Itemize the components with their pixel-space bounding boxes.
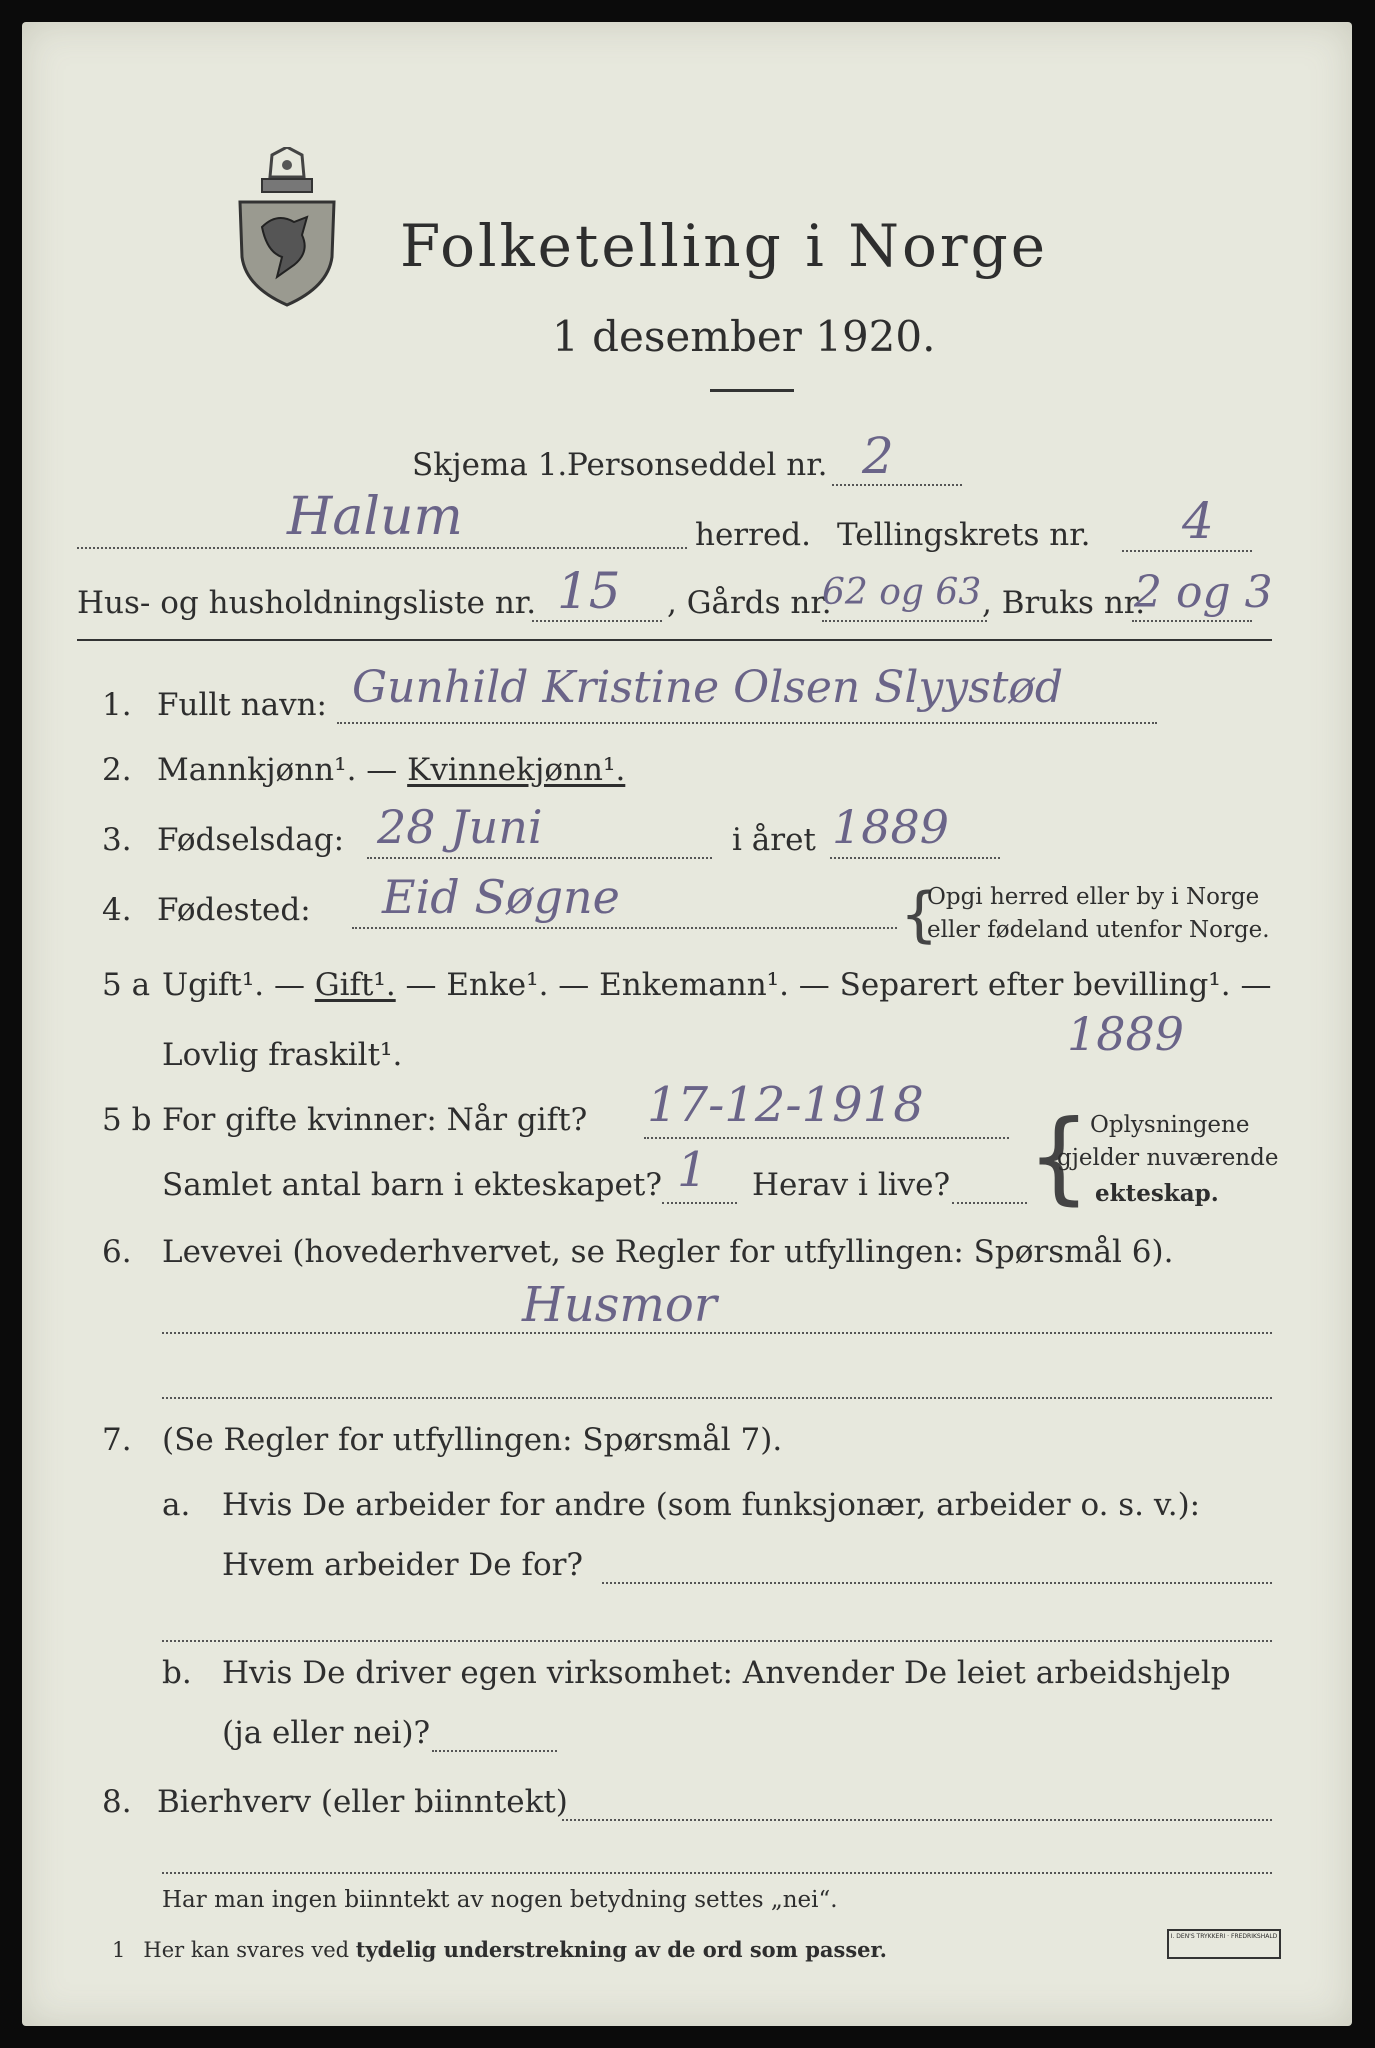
q5b-children-line [662,1202,737,1204]
q4-brace: { [900,880,939,950]
footnote-text: Her kan svares ved [143,1938,356,1962]
bruks-value[interactable]: 2 og 3 [1134,567,1273,618]
personseddel-value[interactable]: 2 [862,427,894,485]
other-status-options[interactable]: — Enke¹. — Enkemann¹. — Separert efter bevilling¹. — [395,967,1272,1003]
q8-line-2 [162,1872,1272,1874]
footnote-mark: 1 [112,1938,126,1962]
q1-line [337,722,1157,724]
q5b-label-married: For gifte kvinner: Når gift? [162,1102,588,1138]
q5a-options [162,967,1271,1003]
header-rule [77,639,1272,641]
tellingskrets-line [1122,550,1252,552]
q7b-text: Hvis De driver egen virksomhet: Anvender De leiet arbeidshjelp [222,1655,1231,1691]
q7a-letter: a. [162,1487,191,1523]
herred-value[interactable]: Halum [287,487,463,547]
q5b-married-line [644,1137,1009,1139]
footnote [112,1937,887,1962]
occupation-value[interactable]: Husmor [522,1277,717,1333]
q5b-label-children: Samlet antal barn i ekteskapet? [162,1167,662,1203]
hus-line [532,620,662,622]
q5a-number: 5 a [102,967,151,1003]
q3-label: Fødselsdag: [157,822,345,858]
gards-label: , Gårds nr. [667,585,832,621]
herred-label: herred. [695,517,811,553]
q3-year-label: i året [732,822,816,858]
gards-line [822,620,987,622]
q6-line-2 [162,1397,1272,1399]
q7-number: 7. [102,1422,132,1458]
q2-number: 2. [102,752,132,788]
q1-number: 1. [102,687,132,723]
personseddel-label: Personseddel nr. [567,447,828,483]
bruks-label: , Bruks nr. [982,585,1146,621]
q7b-line [432,1750,557,1752]
q2-options [157,752,625,788]
male-option[interactable]: Mannkjønn¹. [157,752,357,788]
unmarried-option[interactable]: Ugift¹. — [162,967,315,1003]
q3-line [367,857,712,859]
q3-number: 3. [102,822,132,858]
q5b-note-2: gjelder nuværende [1057,1145,1279,1171]
q7a-question: Hvem arbeider De for? [222,1547,584,1583]
footnote-emphasis: tydelig understrekning av de ord som passer. [355,1937,887,1962]
birthdate-value[interactable]: 28 Juni [377,800,543,854]
q3-year-line [830,857,1000,859]
divorced-option[interactable]: Lovlig fraskilt¹. [162,1037,403,1073]
q7b-question: (ja eller nei)? [222,1715,431,1751]
q7-label: (Se Regler for utfyllingen: Spørsmål 7). [162,1422,783,1458]
coat-of-arms-icon [232,147,342,307]
census-form [22,22,1352,2026]
q5a-annotation: 1889 [1067,1007,1185,1061]
birth-year-value[interactable]: 1889 [832,800,950,854]
full-name-value[interactable]: Gunhild Kristine Olsen Slyystød [352,662,1064,713]
q4-label: Fødested: [157,892,311,928]
title-divider [710,389,794,392]
q5b-note-1: Oplysningene [1090,1112,1250,1138]
married-option[interactable]: Gift¹. [314,967,396,1003]
q6-line-1 [162,1332,1272,1334]
q7a-line-1 [602,1582,1272,1584]
q7a-text: Hvis De arbeider for andre (som funksjonær, arbeider o. s. v.): [222,1487,1201,1523]
tellingskrets-label: Tellingskrets nr. [837,517,1091,553]
bruks-line [1132,620,1252,622]
q4-line [352,927,897,929]
female-option[interactable]: Kvinnekjønn¹. [407,752,626,788]
q5b-label-alive: Herav i live? [752,1167,951,1203]
q6-number: 6. [102,1234,132,1270]
printer-stamp: I. DEN'S TRYKKERI · FREDRIKSHALD [1167,1929,1281,1959]
form-title: Folketelling i Norge [400,212,1049,280]
q5b-number: 5 b [102,1102,152,1138]
gards-value[interactable]: 62 og 63 [822,572,982,613]
q5b-note-3: ekteskap. [1095,1180,1219,1207]
q7b-letter: b. [162,1655,192,1691]
marriage-date-value[interactable]: 17-12-1918 [647,1077,924,1133]
hus-value[interactable]: 15 [557,562,621,620]
q4-note-2: eller fødeland utenfor Norge. [927,917,1270,943]
q1-label: Fullt navn: [157,687,327,723]
q4-note-1: Opgi herred eller by i Norge [927,884,1260,910]
q8-label: Bierhverv (eller biinntekt) [157,1784,568,1820]
no-income-note: Har man ingen biinntekt av nogen betydning settes „nei“. [162,1887,838,1913]
q7a-line-2 [162,1640,1272,1642]
form-date: 1 desember 1920. [552,312,936,361]
q5b-alive-line [952,1202,1027,1204]
birthplace-value[interactable]: Eid Søgne [382,870,620,924]
tellingskrets-value[interactable]: 4 [1182,492,1214,550]
q8-number: 8. [102,1784,132,1820]
q4-number: 4. [102,892,132,928]
personseddel-line [832,484,962,486]
hus-label: Hus- og husholdningsliste nr. [77,585,537,621]
herred-line [77,547,687,549]
q8-line-1 [562,1819,1272,1821]
q2-separator: — [356,752,408,788]
children-count-value[interactable]: 1 [677,1142,708,1198]
q5b-brace: { [1027,1098,1091,1215]
q6-label: Levevei (hovederhvervet, se Regler for utfyllingen: Spørsmål 6). [162,1234,1174,1270]
skjema-label: Skjema 1. [412,447,568,483]
